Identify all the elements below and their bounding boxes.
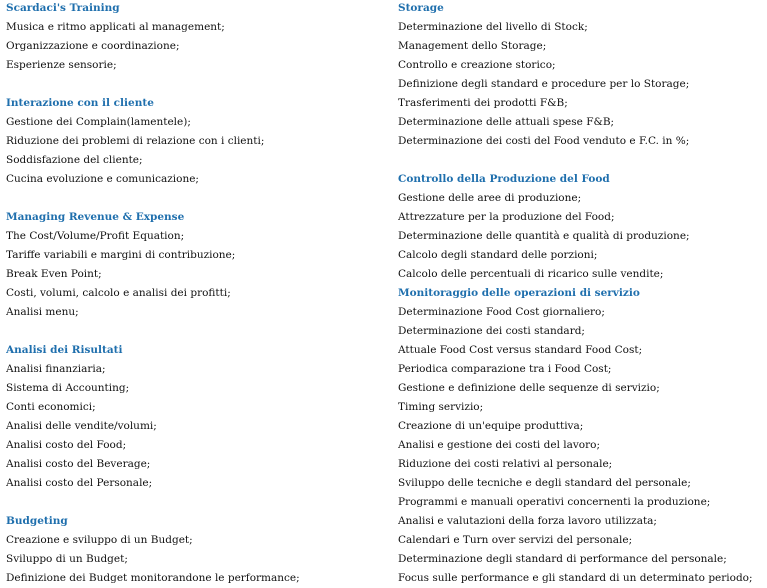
left-column [6, 0, 386, 588]
list-item: Determinazione dei costi del Food venduto e F.C. in %; [398, 135, 690, 147]
list-item: Gestione e definizione delle sequenze di servizio; [398, 382, 660, 394]
section-spacer [6, 322, 386, 341]
section-title-revenue: Managing Revenue & Expense [6, 211, 185, 223]
list-item: Determinazione Food Cost giornaliero; [398, 306, 605, 318]
list-item: Analisi finanziaria; [6, 363, 106, 375]
list-item: Riduzione dei problemi di relazione con i clienti; [6, 135, 265, 147]
list-item: Determinazione del livello di Stock; [398, 21, 588, 33]
list-item: Creazione e sviluppo di un Budget; [6, 534, 193, 546]
list-item: Gestione delle aree di produzione; [398, 192, 582, 204]
list-item: Determinazione dei costi standard; [398, 325, 585, 337]
list-item: Definizione dei Budget monitorandone le performance; [6, 572, 300, 584]
list-item: Analisi e gestione dei costi del lavoro; [398, 439, 601, 451]
list-item: Focus sulle performance e gli standard di un determinato periodo; [398, 572, 753, 584]
list-item: Sviluppo delle tecniche e degli standard del personale; [398, 477, 691, 489]
list-item: Periodica comparazione tra i Food Cost; [398, 363, 612, 375]
right-column [398, 0, 766, 588]
list-item: Gestione dei Complain(lamentele); [6, 116, 191, 128]
list-item: Riduzione dei costi relativi al personale; [398, 458, 613, 470]
list-item: Programmi e manuali operativi concernenti la produzione; [398, 496, 711, 508]
list-item: Break Even Point; [6, 268, 102, 280]
section-title-servizio: Monitoraggio delle operazioni di servizio [398, 287, 640, 299]
list-item: Management dello Storage; [398, 40, 547, 52]
list-item: Conti economici; [6, 401, 96, 413]
list-item: Trasferimenti dei prodotti F&B; [398, 97, 568, 109]
section-spacer [6, 189, 386, 208]
list-item: Organizzazione e coordinazione; [6, 40, 180, 52]
list-item: Controllo e creazione storico; [398, 59, 556, 71]
list-item: Calcolo degli standard delle porzioni; [398, 249, 598, 261]
list-item: Tariffe variabili e margini di contribuzione; [6, 249, 236, 261]
section-spacer [398, 151, 766, 170]
list-item: Musica e ritmo applicati al management; [6, 21, 225, 33]
section-title-risultati: Analisi dei Risultati [6, 344, 123, 356]
list-item: Cucina evoluzione e comunicazione; [6, 173, 199, 185]
section-title-budgeting: Budgeting [6, 515, 68, 527]
list-item: Analisi costo del Personale; [6, 477, 153, 489]
list-item: Calcolo delle percentuali di ricarico sulle vendite; [398, 268, 664, 280]
section-spacer [6, 493, 386, 512]
list-item: Analisi e valutazioni della forza lavoro utilizzata; [398, 515, 657, 527]
list-item: Analisi costo del Beverage; [6, 458, 151, 470]
list-item: The Cost/Volume/Profit Equation; [6, 230, 185, 242]
section-title-storage: Storage [398, 2, 444, 14]
list-item: Analisi costo del Food; [6, 439, 127, 451]
list-item: Determinazione delle attuali spese F&B; [398, 116, 615, 128]
list-item: Analisi menu; [6, 306, 79, 318]
list-item: Attuale Food Cost versus standard Food Cost; [398, 344, 643, 356]
section-title-cliente: Interazione con il cliente [6, 97, 154, 109]
list-item: Sistema di Accounting; [6, 382, 130, 394]
list-item: Soddisfazione del cliente; [6, 154, 143, 166]
section-spacer [6, 75, 386, 94]
list-item: Sviluppo di un Budget; [6, 553, 128, 565]
list-item: Esperienze sensorie; [6, 59, 117, 71]
list-item: Creazione di un'equipe produttiva; [398, 420, 584, 432]
section-title-training: Scardaci's Training [6, 2, 120, 14]
list-item: Timing servizio; [398, 401, 484, 413]
list-item: Calendari e Turn over servizi del personale; [398, 534, 633, 546]
section-title-produzione: Controllo della Produzione del Food [398, 173, 610, 185]
list-item: Attrezzature per la produzione del Food; [398, 211, 615, 223]
list-item: Costi, volumi, calcolo e analisi dei profitti; [6, 287, 231, 299]
list-item: Determinazione degli standard di performance del personale; [398, 553, 727, 565]
list-item: Determinazione delle quantità e qualità di produzione; [398, 230, 690, 242]
list-item: Analisi delle vendite/volumi; [6, 420, 157, 432]
list-item: Definizione degli standard e procedure per lo Storage; [398, 78, 690, 90]
